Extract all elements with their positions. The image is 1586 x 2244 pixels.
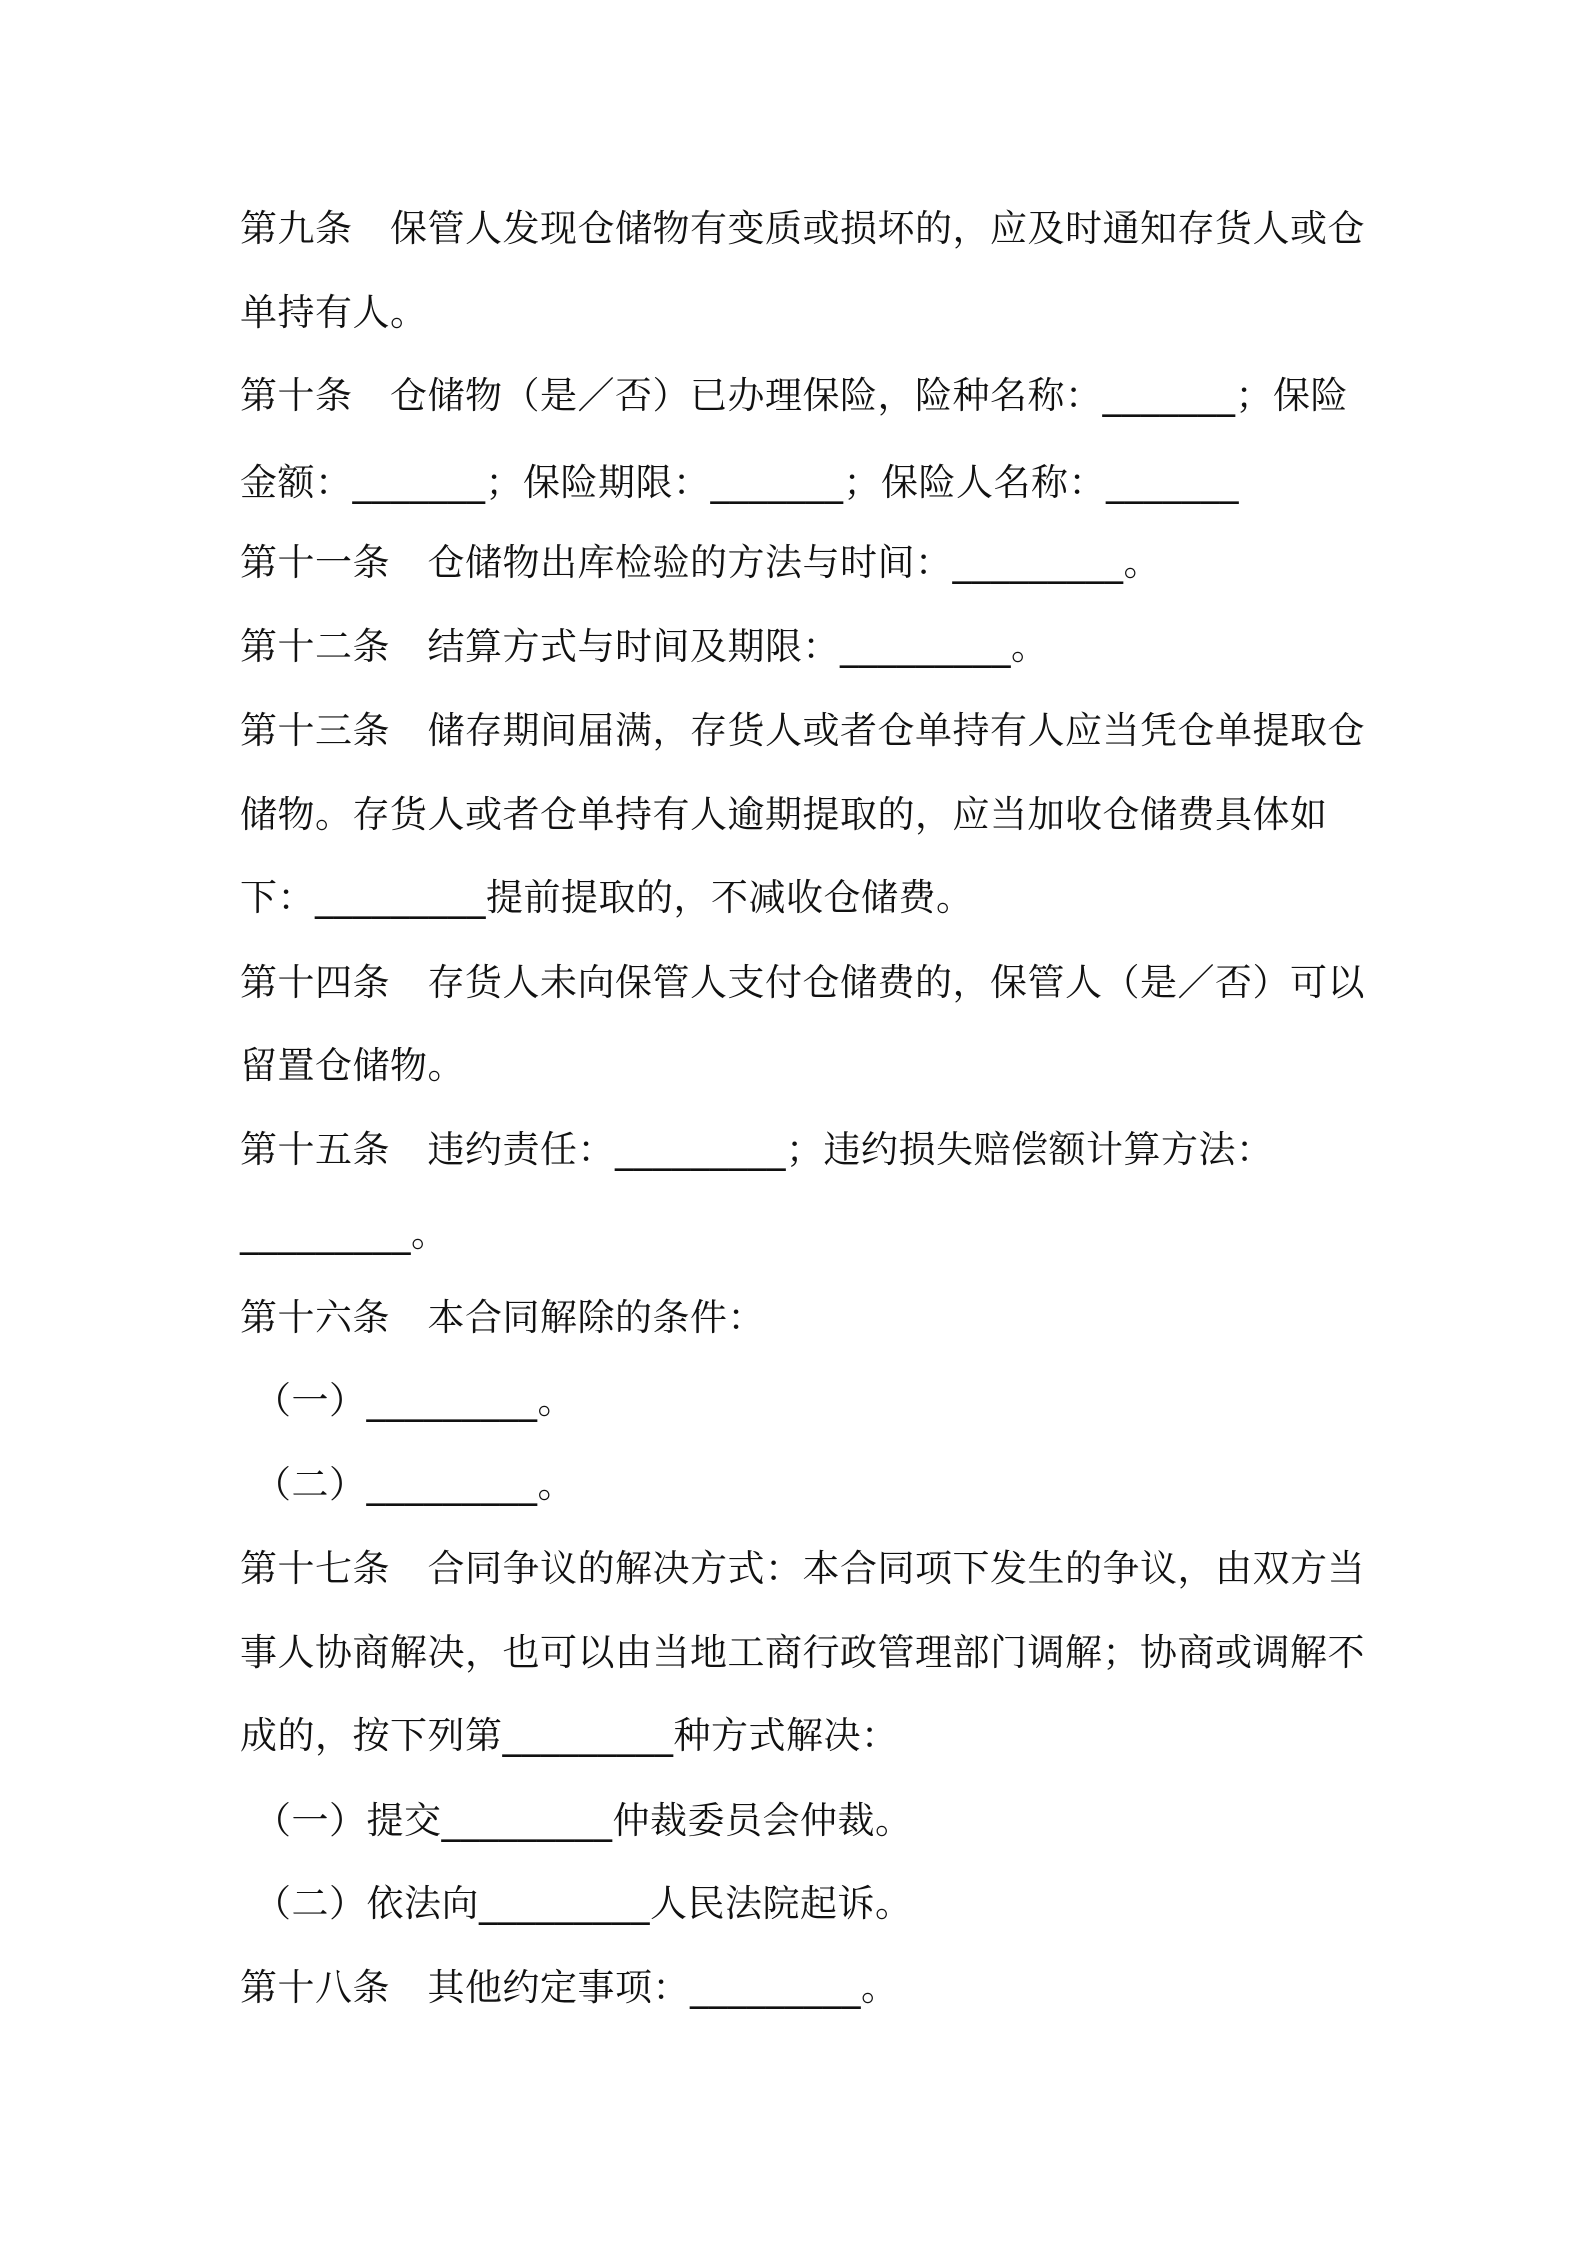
article-10-line-1: 第十条 仓储物（是／否）已办理保险，险种名称：_______；保险	[240, 374, 1348, 417]
article-17-line-3: 成的，按下列第_________种方式解决：	[240, 1714, 899, 1757]
article-18-line: 第十八条 其他约定事项：_________。	[240, 1966, 899, 2009]
article-12-line: 第十二条 结算方式与时间及期限：_________。	[240, 625, 1049, 668]
article-13-line-3: 下：_________提前提取的，不减收仓储费。	[240, 876, 974, 919]
article-16-item-1: （一）_________。	[254, 1379, 575, 1422]
article-13-line-2: 储物。存货人或者仓单持有人逾期提取的，应当加收仓储费具体如	[240, 793, 1328, 836]
article-11-line: 第十一条 仓储物出库检验的方法与时间：_________。	[240, 541, 1161, 584]
article-10-line-2: 金额：_______；保险期限：_______；保险人名称：_______	[240, 461, 1239, 504]
article-15-line-1: 第十五条 违约责任：_________；违约损失赔偿额计算方法：	[240, 1128, 1274, 1171]
article-17-item-1: （一）提交_________仲裁委员会仲裁。	[254, 1799, 913, 1842]
article-9-line-1: 第九条 保管人发现仓储物有变质或损坏的，应及时通知存货人或仓	[240, 207, 1365, 250]
article-14-line-2: 留置仓储物。	[240, 1044, 465, 1087]
article-16-item-2: （二）_________。	[254, 1463, 575, 1506]
article-17-line-1: 第十七条 合同争议的解决方式：本合同项下发生的争议，由双方当	[240, 1547, 1365, 1590]
article-14-line-1: 第十四条 存货人未向保管人支付仓储费的，保管人（是／否）可以	[240, 961, 1365, 1004]
article-13-line-1: 第十三条 储存期间届满，存货人或者仓单持有人应当凭仓单提取仓	[240, 709, 1365, 752]
article-16-line: 第十六条 本合同解除的条件：	[240, 1296, 765, 1339]
article-17-line-2: 事人协商解决，也可以由当地工商行政管理部门调解；协商或调解不	[240, 1631, 1365, 1674]
article-17-item-2: （二）依法向_________人民法院起诉。	[254, 1882, 913, 1925]
article-15-line-2: _________。	[240, 1212, 449, 1255]
article-9-line-2: 单持有人。	[240, 291, 428, 334]
